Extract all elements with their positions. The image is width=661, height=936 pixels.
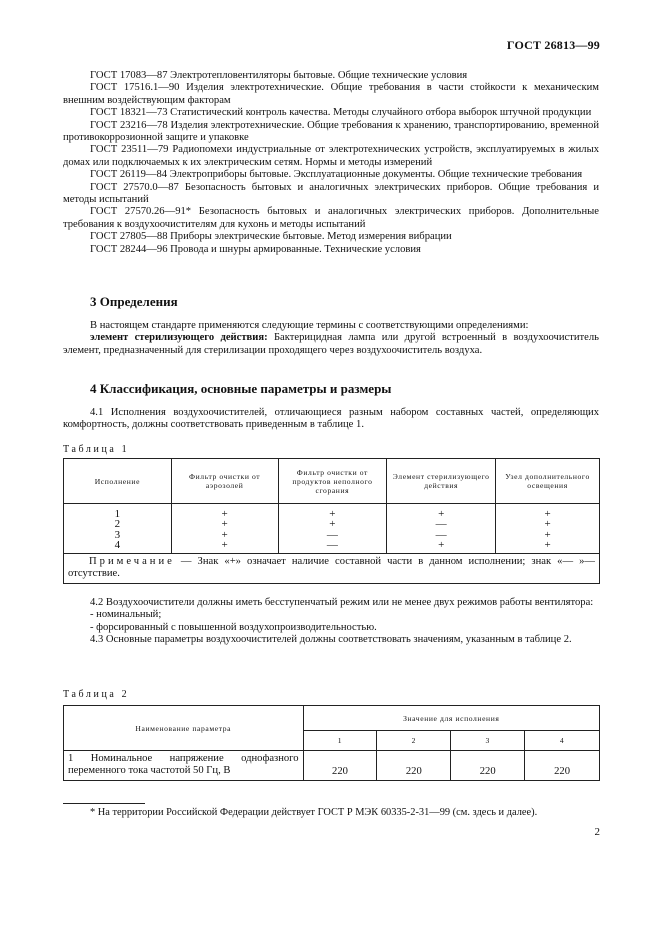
table-1-cell-sterilizing-element: + — — +: [387, 504, 496, 554]
table-2-value-header: Значение для исполнения: [303, 706, 599, 731]
table-2-version-cell: 1: [303, 731, 377, 751]
reference-item: ГОСТ 27570.0—87 Безопасность бытовых и аналогичных электрических приборов. Общие требования и методы испытаний: [63, 181, 599, 206]
reference-item: ГОСТ 23216—78 Изделия электротехнические. Общие требования к хранению, транспортированию, временной противокоррозионной защите и упаковке: [63, 119, 599, 144]
normative-references: [63, 70, 599, 256]
paragraph-4-1-text: 4.1 Исполнения воздухоочистителей, отличающиеся разным набором составных частей, определяющих комфортность, должны соответствовать приведенным в таблице 1.: [63, 407, 599, 431]
table-1-cell-aerosol-filter: + + + +: [171, 504, 278, 554]
table-2-value: 220: [303, 751, 377, 781]
paragraph-4-2-item: - форсированный с повышенной воздухопроизводительностью.: [90, 621, 377, 633]
reference-item: ГОСТ 28244—96 Провода и шнуры армированные. Технические условия: [90, 243, 421, 255]
table-1-caption: Таблица 1: [63, 444, 130, 455]
table-2-value: 220: [377, 751, 451, 781]
reference-item: ГОСТ 17083—87 Электротепловентиляторы бытовые. Общие технические условия: [90, 70, 468, 81]
table-1-header-cell: Фильтр очистки от аэрозолей: [171, 459, 278, 504]
table-1-header-cell: Фильтр очистки от продуктов неполного сгорания: [278, 459, 387, 504]
table-1-header-cell: Узел дополнительного освещения: [496, 459, 600, 504]
reference-item: ГОСТ 23511—79 Радиопомехи индустриальные от электротехнических устройств, эксплуатируемых в жилых домах или подключаемых к их электрическим сетям. Нормы и методы измерений: [63, 144, 599, 168]
definition-text: Бактерицидная лампа или другой встроенный в воздухоочиститель элемент, предназначенный для стерилизации проходящего через воздухоочиститель воздуха.: [63, 332, 600, 356]
table-2-version-cell: 3: [451, 731, 525, 751]
table-2-value: 220: [525, 751, 600, 781]
paragraph-4-1: [63, 407, 599, 432]
note-label: Примечание: [89, 555, 175, 567]
reference-item: ГОСТ 27805—88 Приборы электрические бытовые. Метод измерения вибрации: [90, 231, 452, 243]
paragraph-4-2-item: - номинальный;: [90, 609, 162, 621]
document-header: ГОСТ 26813—99: [506, 38, 600, 52]
definition-entry: [63, 332, 599, 357]
reference-item: ГОСТ 17516.1—90 Изделия электротехнические. Общие требования в части стойкости к механическим внешним воздействующим факторам: [63, 82, 599, 106]
note-text: — Знак «+» означает наличие составной части в данном исполнении; знак «— »— отсутствие.: [68, 555, 595, 580]
table-2-version-cell: 4: [525, 731, 600, 751]
table-1-header-cell: Исполнение: [64, 459, 172, 504]
table-2-version-cell: 2: [377, 731, 451, 751]
table-1: [63, 458, 600, 584]
reference-item: ГОСТ 26119—84 Электроприборы бытовые. Эксплуатационные документы. Общие технические требования: [90, 169, 583, 181]
table-1-data-row: [64, 504, 600, 554]
definition-term: элемент стерилизующего действия:: [90, 332, 268, 344]
table-1-header-row: [64, 459, 600, 504]
section-4-heading: 4 Классификация, основные параметры и размеры: [90, 381, 392, 396]
footnote-separator: [63, 803, 145, 804]
page-number: 2: [594, 826, 600, 838]
paragraph-4-3: 4.3 Основные параметры воздухоочистителей должны соответствовать значениям, указанным в таблице 2.: [90, 634, 572, 646]
reference-item: ГОСТ 18321—73 Статистический контроль качества. Методы случайного отбора выборок штучной продукции: [90, 107, 592, 119]
table-2-caption: Таблица 2: [63, 689, 130, 700]
table-2: [63, 705, 600, 781]
table-1-note-row: [64, 553, 600, 584]
definitions-intro: В настоящем стандарте применяются следующие термины с соответствующими определениями:: [90, 320, 529, 331]
table-2-data-row: [64, 751, 600, 781]
section-3-heading: 3 Определения: [90, 294, 178, 309]
footnote: * На территории Российской Федерации действует ГОСТ Р МЭК 60335-2-31—99 (см. здесь и далее).: [90, 807, 538, 818]
table-2-value: 220: [451, 751, 525, 781]
paragraph-4-2: 4.2 Воздухоочистители должны иметь бесступенчатый режим или не менее двух режимов работы вентилятора:: [90, 597, 594, 608]
table-1-cell-combustion-filter: + + — —: [278, 504, 387, 554]
table-2-param-header: Наименование параметра: [64, 706, 304, 751]
table-1-note: [64, 553, 600, 584]
table-2-param-name: 1 Номинальное напряжение однофазного переменного тока частотой 50 Гц, В: [64, 751, 304, 781]
paragraphs-4-2-4-3: [63, 597, 599, 647]
table-2-header-row: [64, 706, 600, 731]
section-3-body: [63, 320, 599, 357]
reference-item: ГОСТ 27570.26—91* Безопасность бытовых и аналогичных электрических приборов. Дополнительные требования к воздухоочистителям для кухонь и методы испытаний: [63, 206, 599, 230]
table-1-header-cell: Элемент стерилизующего действия: [387, 459, 496, 504]
table-1-cell-version: 1 2 3 4: [64, 504, 172, 554]
table-1-cell-lighting-unit: + + + +: [496, 504, 600, 554]
